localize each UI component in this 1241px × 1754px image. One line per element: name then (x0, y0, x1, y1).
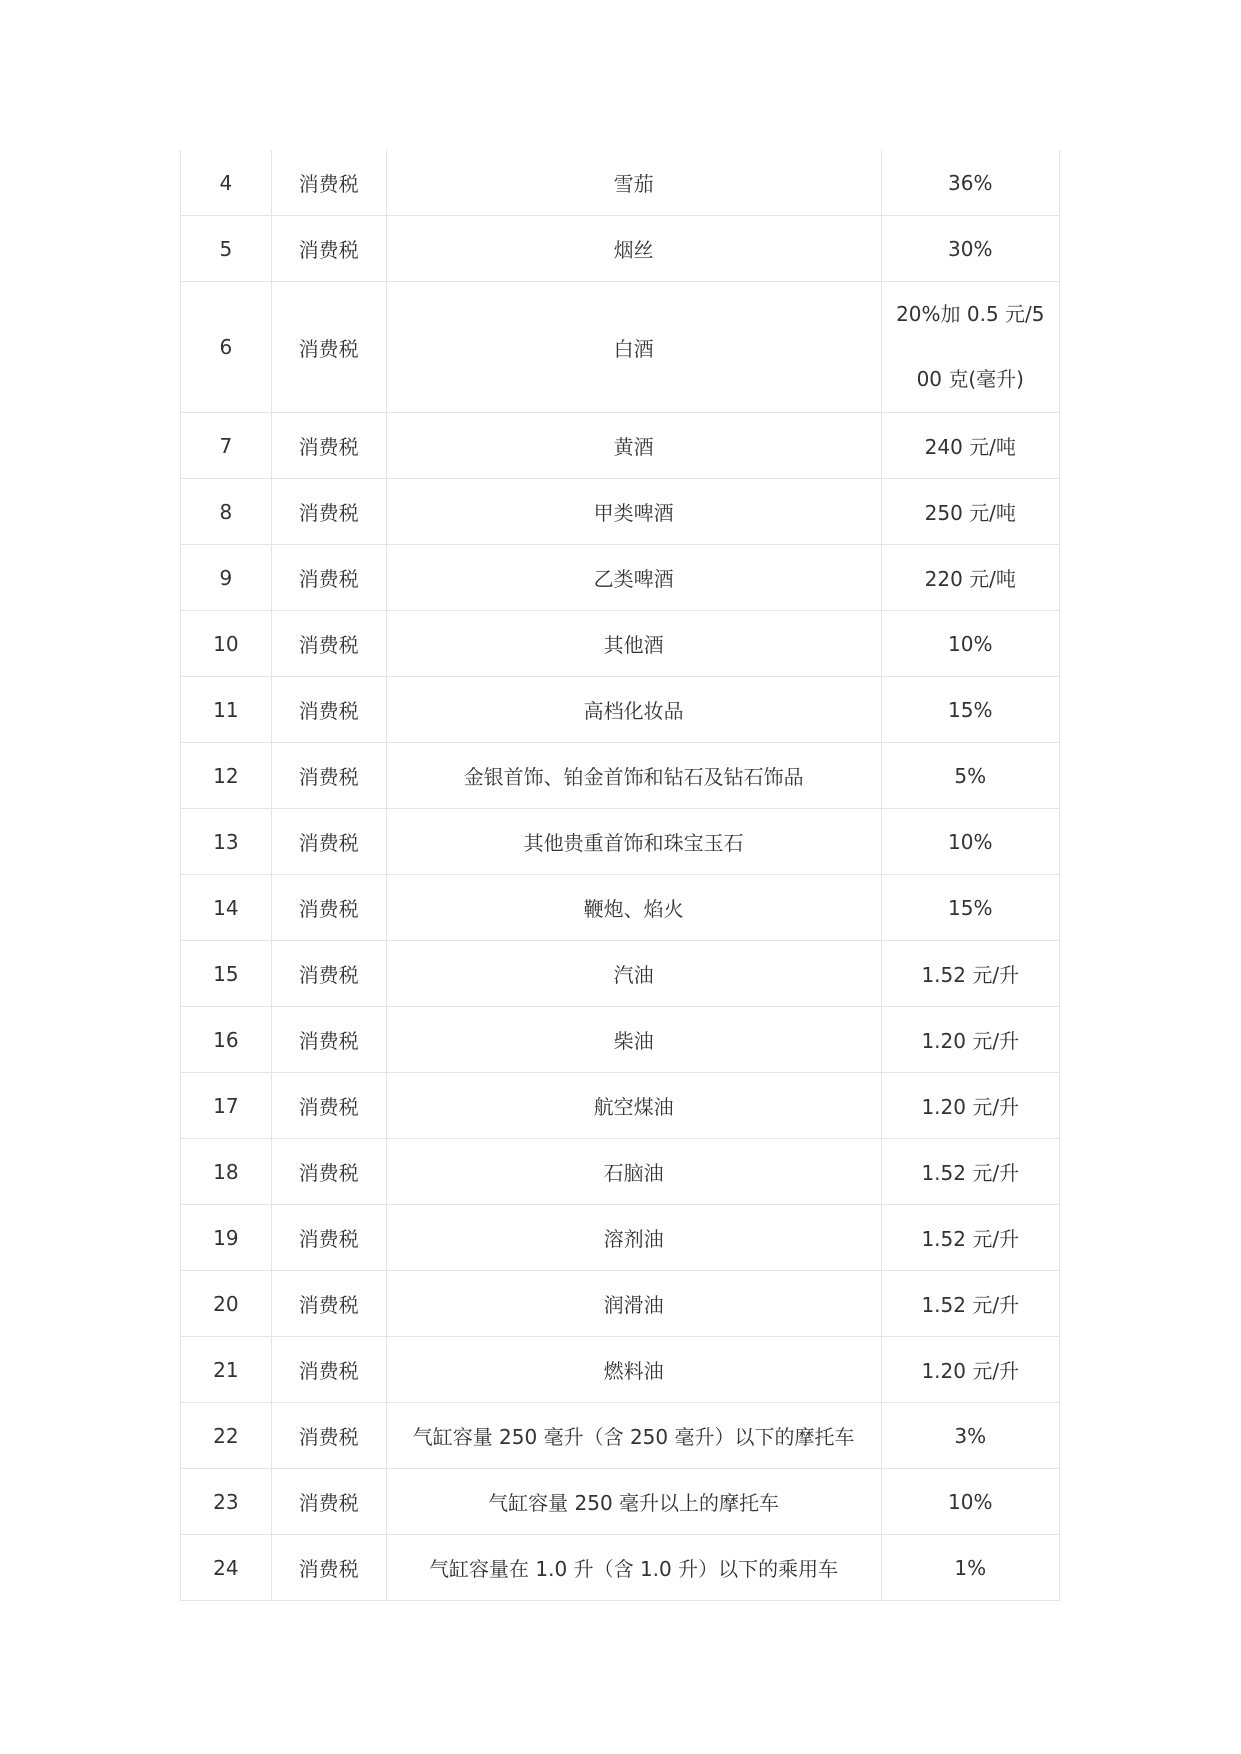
tax-rate-table (180, 150, 1060, 1601)
tax-item: 雪茄 (386, 150, 881, 216)
tax-type: 消费税 (271, 941, 386, 1007)
tax-type: 消费税 (271, 1469, 386, 1535)
tax-rate: 1.52 元/升 (881, 1205, 1059, 1271)
row-number: 12 (181, 743, 272, 809)
tax-item: 其他酒 (386, 611, 881, 677)
tax-type: 消费税 (271, 809, 386, 875)
tax-item: 烟丝 (386, 216, 881, 282)
tax-item: 黄酒 (386, 413, 881, 479)
row-number: 22 (181, 1403, 272, 1469)
row-number: 24 (181, 1535, 272, 1601)
table-row (181, 809, 1060, 875)
tax-item: 金银首饰、铂金首饰和钻石及钻石饰品 (386, 743, 881, 809)
table-row (181, 545, 1060, 611)
row-number: 10 (181, 611, 272, 677)
tax-type: 消费税 (271, 413, 386, 479)
tax-item: 高档化妆品 (386, 677, 881, 743)
row-number: 17 (181, 1073, 272, 1139)
tax-rate: 1.20 元/升 (881, 1007, 1059, 1073)
tax-rate: 10% (881, 1469, 1059, 1535)
tax-rate: 1.20 元/升 (881, 1073, 1059, 1139)
tax-item: 白酒 (386, 282, 881, 413)
tax-type: 消费税 (271, 282, 386, 413)
tax-type: 消费税 (271, 611, 386, 677)
table-row (181, 1271, 1060, 1337)
tax-rate: 20%加 0.5 元/500 克(毫升) (896, 302, 1045, 391)
tax-item: 乙类啤酒 (386, 545, 881, 611)
tax-rate: 10% (881, 611, 1059, 677)
row-number: 21 (181, 1337, 272, 1403)
tax-type: 消费税 (271, 1205, 386, 1271)
row-number: 7 (181, 413, 272, 479)
tax-type: 消费税 (271, 216, 386, 282)
row-number: 15 (181, 941, 272, 1007)
tax-item: 其他贵重首饰和珠宝玉石 (386, 809, 881, 875)
tax-rate: 15% (881, 677, 1059, 743)
tax-type: 消费税 (271, 150, 386, 216)
table-row (181, 1535, 1060, 1601)
tax-item: 柴油 (386, 1007, 881, 1073)
tax-item: 航空煤油 (386, 1073, 881, 1139)
tax-item: 气缸容量在 1.0 升（含 1.0 升）以下的乘用车 (386, 1535, 881, 1601)
tax-type: 消费税 (271, 1007, 386, 1073)
table-row (181, 479, 1060, 545)
table-row (181, 677, 1060, 743)
tax-rate: 5% (881, 743, 1059, 809)
table-row (181, 743, 1060, 809)
tax-rate: 1.20 元/升 (881, 1337, 1059, 1403)
tax-rate: 3% (881, 1403, 1059, 1469)
table-row (181, 1469, 1060, 1535)
tax-item: 气缸容量 250 毫升以上的摩托车 (386, 1469, 881, 1535)
tax-item: 汽油 (386, 941, 881, 1007)
row-number: 20 (181, 1271, 272, 1337)
tax-item: 气缸容量 250 毫升（含 250 毫升）以下的摩托车 (386, 1403, 881, 1469)
tax-rate: 220 元/吨 (881, 545, 1059, 611)
tax-item: 润滑油 (386, 1271, 881, 1337)
table-row (181, 1007, 1060, 1073)
row-number: 8 (181, 479, 272, 545)
row-number: 23 (181, 1469, 272, 1535)
tax-type: 消费税 (271, 677, 386, 743)
tax-type: 消费税 (271, 1073, 386, 1139)
tax-rate: 240 元/吨 (881, 413, 1059, 479)
row-number: 14 (181, 875, 272, 941)
tax-rate: 15% (881, 875, 1059, 941)
table-row (181, 941, 1060, 1007)
tax-rate: 1.52 元/升 (881, 1271, 1059, 1337)
tax-rate: 250 元/吨 (881, 479, 1059, 545)
table-row (181, 150, 1060, 216)
tax-rate: 1.52 元/升 (881, 941, 1059, 1007)
table-row (181, 1337, 1060, 1403)
table-row (181, 1205, 1060, 1271)
row-number: 19 (181, 1205, 272, 1271)
tax-type: 消费税 (271, 743, 386, 809)
table-row (181, 413, 1060, 479)
tax-type: 消费税 (271, 1139, 386, 1205)
row-number: 16 (181, 1007, 272, 1073)
table-row (181, 875, 1060, 941)
table-row (181, 611, 1060, 677)
table-row (181, 216, 1060, 282)
tax-rate: 36% (881, 150, 1059, 216)
tax-rate: 1% (881, 1535, 1059, 1601)
tax-type: 消费税 (271, 1535, 386, 1601)
tax-rate: 1.52 元/升 (881, 1139, 1059, 1205)
table-row (181, 282, 1060, 413)
tax-type: 消费税 (271, 1337, 386, 1403)
tax-item: 甲类啤酒 (386, 479, 881, 545)
row-number: 13 (181, 809, 272, 875)
tax-item: 溶剂油 (386, 1205, 881, 1271)
tax-type: 消费税 (271, 479, 386, 545)
tax-item: 鞭炮、焰火 (386, 875, 881, 941)
tax-type: 消费税 (271, 875, 386, 941)
tax-item: 燃料油 (386, 1337, 881, 1403)
tax-type: 消费税 (271, 1403, 386, 1469)
row-number: 9 (181, 545, 272, 611)
tax-rate: 30% (881, 216, 1059, 282)
table-row (181, 1139, 1060, 1205)
tax-type: 消费税 (271, 1271, 386, 1337)
row-number: 18 (181, 1139, 272, 1205)
row-number: 4 (181, 150, 272, 216)
row-number: 11 (181, 677, 272, 743)
tax-rate-cell (881, 282, 1059, 413)
tax-rate: 10% (881, 809, 1059, 875)
table-row (181, 1403, 1060, 1469)
table-row (181, 1073, 1060, 1139)
tax-item: 石脑油 (386, 1139, 881, 1205)
row-number: 6 (181, 282, 272, 413)
row-number: 5 (181, 216, 272, 282)
tax-type: 消费税 (271, 545, 386, 611)
